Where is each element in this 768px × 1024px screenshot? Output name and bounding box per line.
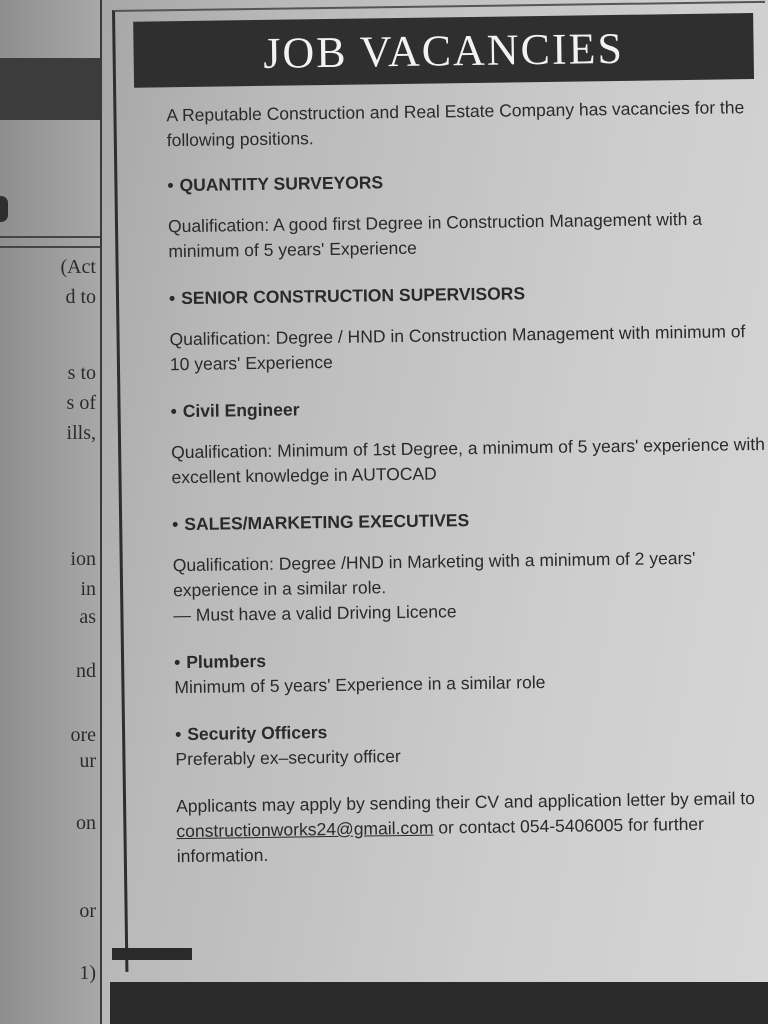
position-security-officers [175, 714, 768, 772]
position-sales-marketing-executives [172, 504, 768, 628]
position-requirement: — Must have a valid Driving Licence [173, 601, 457, 626]
bullet-icon: • [168, 288, 176, 309]
position-qualification: Qualification: Degree /HND in Marketing with a minimum of 2 years' experience in a similar role. [172, 547, 696, 601]
job-vacancies-ad [112, 1, 768, 972]
adjacent-text: ur [79, 750, 96, 772]
position-title: • SALES/MARKETING EXECUTIVES [172, 510, 470, 535]
adjacent-text: ills, [66, 422, 96, 444]
ad-intro: A Reputable Construction and Real Estate Company has vacancies for the following positions. [166, 97, 745, 151]
adjacent-text: s to [67, 362, 96, 384]
position-qualification: Qualification: A good first Degree in Construction Management with a minimum of 5 years' Experience [167, 208, 703, 262]
adjacent-column [0, 0, 102, 1024]
ad-bottom-strip [112, 948, 192, 960]
position-qualification: Preferably ex–security officer [175, 746, 401, 770]
adjacent-dark-bar [0, 58, 100, 120]
bullet-icon: • [170, 401, 177, 422]
adjacent-text: nd [76, 660, 96, 682]
position-quantity-surveyors [167, 165, 768, 264]
adjacent-text: (Act [60, 256, 96, 278]
position-title: • SENIOR CONSTRUCTION SUPERVISORS [168, 283, 526, 309]
bullet-icon: • [167, 175, 174, 196]
adjacent-rule [0, 236, 100, 238]
adjacent-text: 1) [79, 962, 96, 984]
position-civil-engineer [170, 391, 768, 490]
position-qualification: Qualification: Degree / HND in Construction Management with minimum of 10 years' Experience [169, 321, 746, 375]
adjacent-text: d to [65, 286, 96, 308]
position-title: • QUANTITY SURVEYORS [167, 172, 384, 196]
position-title: • Security Officers [174, 722, 328, 745]
adjacent-text: as [79, 606, 96, 628]
bullet-icon: • [172, 514, 179, 535]
adjacent-text: or [79, 900, 96, 922]
position-senior-construction-supervisors [169, 278, 768, 377]
adjacent-text: on [76, 812, 96, 834]
position-title: • Civil Engineer [170, 399, 300, 422]
adjacent-text: s of [66, 392, 96, 414]
position-title: • Plumbers [173, 650, 267, 673]
position-qualification: Minimum of 5 years' Experience in a similar role [174, 672, 546, 698]
contact-email-link[interactable]: constructionworks24@gmail.com [176, 817, 434, 842]
bullet-icon: • [174, 724, 182, 745]
adjacent-text: ion [70, 548, 96, 570]
adjacent-text: ore [70, 724, 96, 746]
position-plumbers [174, 642, 768, 700]
adjacent-rule [0, 246, 100, 248]
adjacent-text: in [80, 578, 96, 600]
ad-body [166, 95, 768, 887]
position-qualification: Qualification: Minimum of 1st Degree, a minimum of 5 years' experience with excellent knowledge in AUTOCAD [171, 433, 765, 488]
adjacent-ink-mark [0, 196, 8, 222]
ad-title: JOB VACANCIES [133, 13, 754, 88]
page-footer-band [110, 982, 768, 1024]
bullet-icon: • [173, 652, 181, 673]
application-instructions: Applicants may apply by sending their CV and application letter by email to constructionworks24@gmail.com or contact 054-5406005 for further information. [175, 788, 756, 867]
